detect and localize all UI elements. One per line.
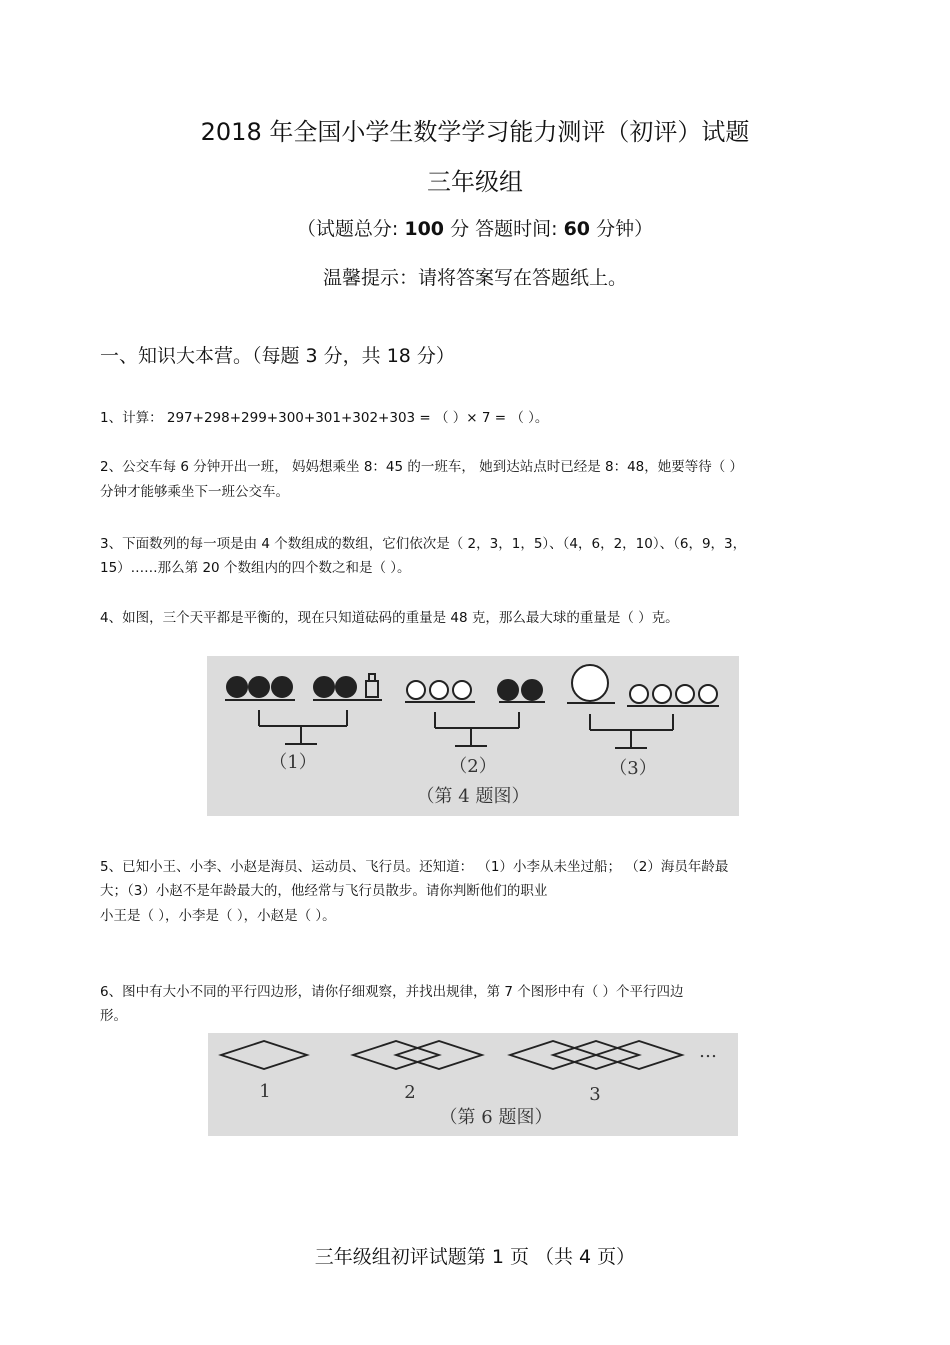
grade-group: 三年级组 [427,168,523,196]
fig6-label-3: 3 [589,1084,601,1105]
meta-prefix: （试题总分: [296,218,399,240]
question-6-line-2: 形。 [100,1008,127,1024]
question-3-line-2: 15）……那么第 20 个数组内的四个数之和是（ ）。 [100,560,411,576]
fig6-label-2: 2 [404,1082,416,1103]
meta-suffix: 分钟） [596,218,654,240]
question-3-line-1: 3、下面数列的每一项是由 4 个数组成的数组，它们依次是（ 2，3，1，5）、（4，6，2，10）、（6，9，3， [100,536,747,552]
fig6-ellipsis: … [699,1041,717,1062]
question-2-line-1: 2、公交车每 6 分钟开出一班， 妈妈想乘坐 8：45 的一班车， 她到达站点时已经是 8：48，她要等待（ ） [100,459,744,475]
question-5-line-3: 小王是（ ），小李是（ ），小赵是（ ）。 [100,908,336,924]
fig4-label-2: （2） [449,756,497,777]
figure-6-parallelograms [208,1033,738,1136]
fig6-caption: （第 6 题图） [439,1107,553,1128]
question-5-line-1: 5、已知小王、小李、小赵是海员、运动员、飞行员。还知道： （1）小李从未坐过船； （2）海员年龄最 [100,859,729,875]
section-heading: 一、知识大本营。（每题 3 分，共 18 分） [100,345,455,367]
question-6-line-1: 6、图中有大小不同的平行四边形，请你仔细观察，并找出规律，第 7 个图形中有（ ）个平行四边 [100,984,684,1000]
question-5-line-2: 大；（3）小赵不是年龄最大的，他经常与飞行员散步。请你判断他们的职业 [100,883,548,899]
tip-text: 温馨提示：请将答案写在答题纸上。 [322,267,627,289]
figure-4-balances [207,656,739,816]
fig4-label-1: （1） [269,752,317,773]
fig4-label-3: （3） [609,758,657,779]
exam-title: 2018 年全国小学生数学学习能力测评（初评）试题 [200,118,750,146]
balance-2 [405,680,545,746]
fig4-caption: （第 4 题图） [416,786,530,807]
balance-3 [567,665,719,748]
exam-meta [0,214,950,241]
meta-middle: 分 答题时间: [450,218,558,240]
total-score: 100 [404,218,445,240]
balance-1 [225,674,382,744]
time-limit: 60 [563,218,591,240]
fig6-rhombus-1 [221,1041,307,1069]
page-footer: 三年级组初评试题第 1 页 （共 4 页） [314,1246,636,1268]
question-4: 4、如图，三个天平都是平衡的，现在只知道砝码的重量是 48 克，那么最大球的重量是（ ）克。 [100,610,679,626]
fig6-label-1: 1 [259,1081,271,1102]
question-2-line-2: 分钟才能够乘坐下一班公交车。 [100,484,289,500]
question-1: 1、计算： 297+298+299+300+301+302+303 = （ ）× 7 = （ ）。 [100,410,549,426]
